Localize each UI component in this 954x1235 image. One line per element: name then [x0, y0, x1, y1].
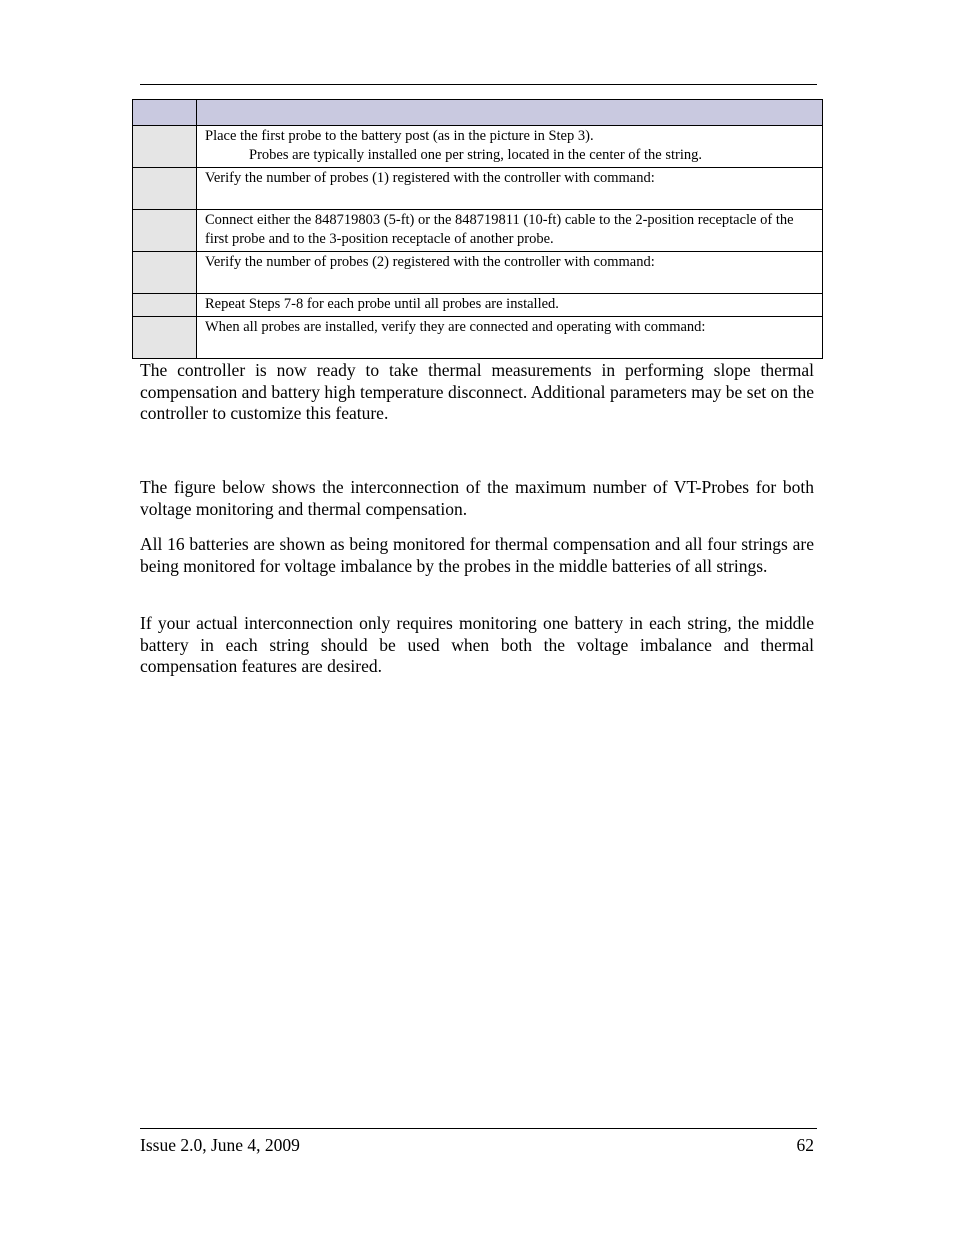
step-note: Probes are typically installed one per string, located in the center of the string. — [249, 147, 702, 163]
table-row — [133, 294, 823, 317]
step-text-cell — [197, 126, 823, 168]
table-row — [133, 210, 823, 252]
step-number-cell — [133, 210, 197, 252]
header-action-cell — [197, 100, 823, 126]
table-row — [133, 126, 823, 168]
header-rule — [140, 84, 817, 85]
table-row — [133, 317, 823, 359]
body-paragraph: All 16 batteries are shown as being monitored for thermal compensation and all four strings are being monitored for voltage imbalance by the probes in the middle batteries of all strings. — [140, 534, 814, 576]
body-paragraph: If your actual interconnection only requires monitoring one battery in each string, the middle battery in each string should be used when both the voltage imbalance and thermal compensation features are desired. — [140, 613, 814, 677]
step-text-cell: Repeat Steps 7-8 for each probe until all probes are installed. — [197, 294, 823, 317]
body-paragraph: The controller is now ready to take thermal measurements in performing slope thermal compensation and battery high temperature disconnect. Additional parameters may be set on the controller to customize this feature. — [140, 360, 814, 424]
step-text-cell: When all probes are installed, verify they are connected and operating with command: — [197, 317, 823, 359]
header-step-cell — [133, 100, 197, 126]
body-paragraph: The figure below shows the interconnection of the maximum number of VT-Probes for both voltage monitoring and thermal compensation. — [140, 477, 814, 519]
step-number-cell — [133, 168, 197, 210]
footer-rule — [140, 1128, 817, 1129]
step-text-cell: Verify the number of probes (1) registered with the controller with command: — [197, 168, 823, 210]
step-number-cell — [133, 294, 197, 317]
step-number-cell — [133, 317, 197, 359]
page-number: 62 — [796, 1135, 814, 1155]
footer-issue-date: Issue 2.0, June 4, 2009 — [140, 1135, 300, 1155]
table-header-row — [133, 100, 823, 126]
table-row — [133, 252, 823, 294]
step-number-cell — [133, 126, 197, 168]
step-text-cell: Verify the number of probes (2) registered with the controller with command: — [197, 252, 823, 294]
step-number-cell — [133, 252, 197, 294]
step-text-cell: Connect either the 848719803 (5-ft) or the 848719811 (10-ft) cable to the 2-position receptacle of the first probe and to the 3-position receptacle of another probe. — [197, 210, 823, 252]
procedure-table — [132, 99, 823, 359]
table-row — [133, 168, 823, 210]
step-text: Place the first probe to the battery post (as in the picture in Step 3). — [205, 128, 594, 144]
